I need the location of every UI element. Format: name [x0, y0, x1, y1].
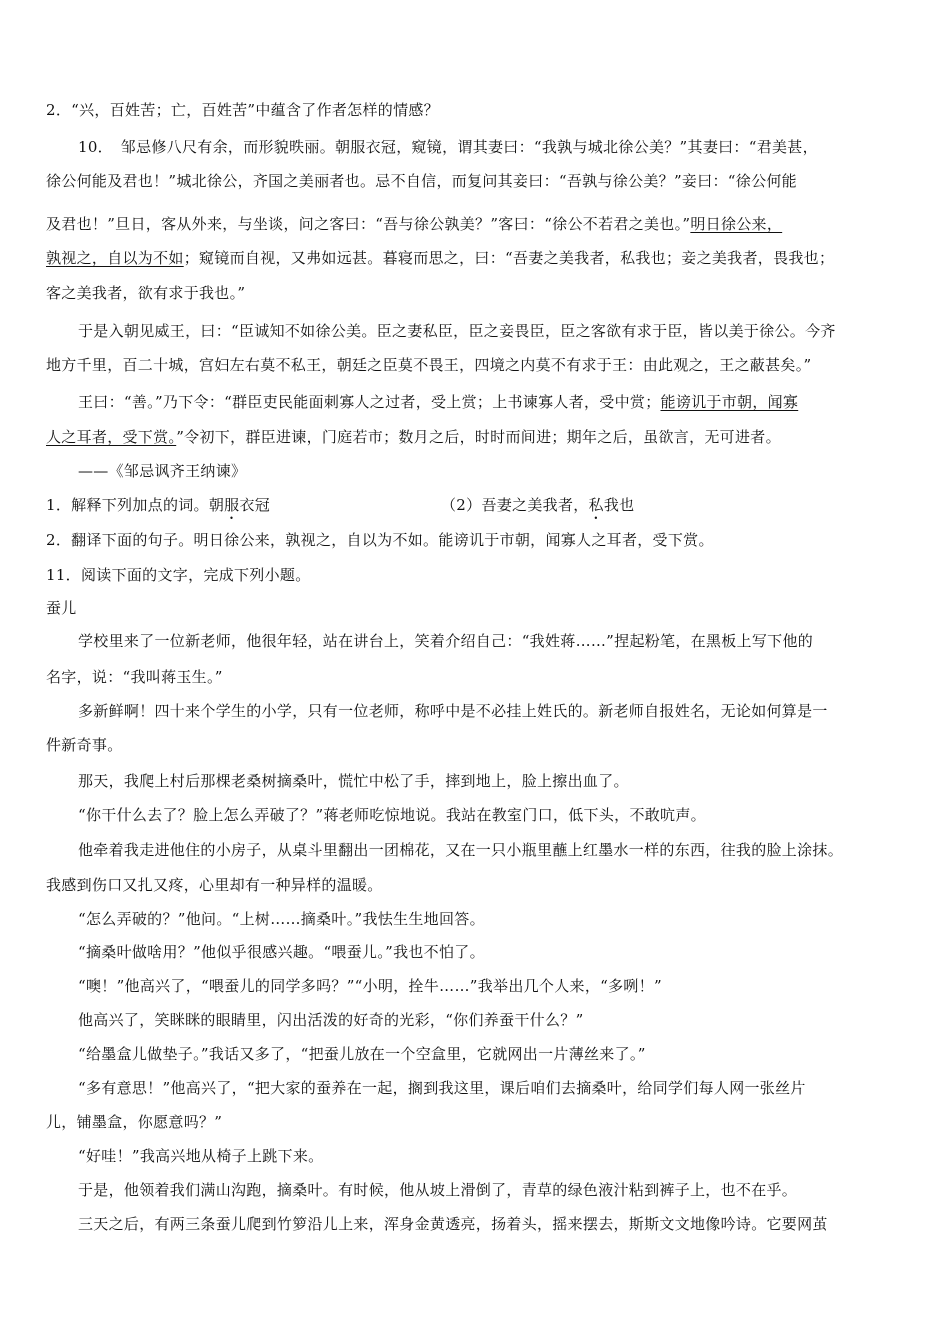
story-line: “多有意思！”他高兴了，“把大家的蚕养在一起，搁到我这里，课后咱们去摘桑叶，给同学们每人网一张丝片	[78, 1079, 806, 1097]
underlined-sentence: 孰视之，自以为不如	[46, 249, 184, 267]
passage-10-line: 客之美我者，欲有求于我也。”	[46, 284, 246, 302]
story-line: “噢！”他高兴了，“喂蚕儿的同学多吗？”“小明，拴牛……”我举出几个人来，“多咧！”	[78, 977, 662, 995]
story-line: “怎么弄破的？”他问。“上树……摘桑叶。”我怯生生地回答。	[78, 910, 485, 928]
passage-10-line	[46, 427, 781, 447]
plain-text: 王曰：“善。”乃下令：“群臣吏民能面刺寡人之过者，受上赏；上书谏寡人者，受中赏；	[78, 393, 661, 411]
story-line: 儿，铺墨盒，你愿意吗？”	[46, 1113, 223, 1131]
underlined-sentence: 明日徐公来，	[690, 215, 783, 233]
story-line: 那天，我爬上村后那棵老桑树摘桑叶，慌忙中松了手，摔到地上，脸上擦出血了。	[78, 772, 629, 790]
passage-10-line: 于是入朝见威王，曰：“臣诚知不如徐公美。臣之妻私臣，臣之妾畏臣，臣之客欲有求于臣，皆以美于徐公。今齐	[78, 322, 836, 340]
question-10-1	[46, 495, 270, 523]
story-line: 件新奇事。	[46, 736, 123, 754]
underlined-sentence: 人之耳者，受下赏。	[46, 428, 177, 446]
passage-10-line: 地方千里，百二十城，宫妇左右莫不私王，朝廷之臣莫不畏王，四境之内莫不有求于王：由此观之，王之蔽甚矣。”	[46, 356, 812, 374]
story-line: 三天之后，有两三条蚕儿爬到竹箩沿儿上来，浑身金黄透亮，扬着头，摇来摆去，斯斯文文地像吟诗。它要网茧	[78, 1215, 828, 1233]
question-2-emotion: 2．“兴，百姓苦；亡，百姓苦”中蕴含了作者怎样的情感？	[46, 101, 439, 119]
plain-text: 衣冠	[239, 496, 271, 514]
story-line: “摘桑叶做啥用？”他似乎很感兴趣。“喂蚕儿。”我也不怕了。	[78, 943, 485, 961]
question-10-2: 2．翻译下面的句子。明日徐公来，孰视之，自以为不如。能谤讥于市朝，闻寡人之耳者，受下赏。	[46, 531, 714, 549]
passage-10-line	[46, 214, 782, 234]
story-line: 学校里来了一位新老师，他很年轻，站在讲台上，笑着介绍自己：“我姓蒋……”捏起粉笔，在黑板上写下他的	[78, 632, 814, 650]
story-line: “好哇！”我高兴地从椅子上跳下来。	[78, 1147, 324, 1165]
story-line: “你干什么去了？脸上怎么弄破了？”蒋老师吃惊地说。我站在教室门口，低下头，不敢吭声。	[78, 806, 706, 824]
question-10-1-part-2	[441, 495, 634, 523]
story-title: 蚕儿	[46, 599, 77, 617]
underlined-sentence: 能谤讥于市朝，闻寡	[660, 393, 799, 411]
plain-text: ”令初下，群臣进谏，门庭若市；数月之后，时时而间进；期年之后，虽欲言，无可进者。	[176, 428, 781, 446]
story-line: 他牵着我走进他住的小房子，从桌斗里翻出一团棉花，又在一只小瓶里蘸上红墨水一样的东西，往我的脸上涂抹。	[78, 841, 844, 859]
plain-text: 1．解释下列加点的词。朝	[46, 496, 225, 514]
story-line: 于是，他领着我们满山沟跑，摘桑叶。有时候，他从坡上滑倒了，青草的绿色液汁粘到裤子上，也不在乎。	[78, 1181, 798, 1199]
dotted-word: 私	[588, 496, 604, 514]
plain-text: （2）吾妻之美我者，	[441, 496, 589, 514]
story-line: “给墨盒儿做垫子。”我话又多了，“把蚕儿放在一个空盒里，它就网出一片薄丝来了。”	[78, 1045, 646, 1063]
story-line: 名字，说：“我叫蒋玉生。”	[46, 668, 223, 686]
passage-10-line	[78, 392, 798, 412]
passage-10-line: 徐公何能及君也！”城北徐公，齐国之美丽者也。忌不自信，而复问其妾曰：“吾孰与徐公美？”妾曰：“徐公何能	[46, 172, 797, 190]
story-line: 他高兴了，笑眯眯的眼睛里，闪出活泼的好奇的光彩，“你们养蚕干什么？”	[78, 1011, 584, 1029]
question-11-prompt: 11．阅读下面的文字，完成下列小题。	[46, 566, 311, 584]
dotted-word: 服	[224, 496, 240, 514]
passage-source: ——《邹忌讽齐王纳谏》	[78, 462, 247, 480]
plain-text: ；窥镜而自视，又弗如远甚。暮寝而思之，曰：“吾妻之美我者，私我也；妾之美我者，畏我也；	[183, 249, 835, 267]
passage-10-line	[46, 248, 834, 268]
story-line: 我感到伤口又扎又疼，心里却有一种异样的温暖。	[46, 876, 383, 894]
story-line: 多新鲜啊！四十来个学生的小学，只有一位老师，称呼中是不必挂上姓氏的。新老师自报姓名，无论如何算是一	[78, 702, 828, 720]
plain-text: 我也	[603, 496, 635, 514]
passage-10-line: 10． 邹忌修八尺有余，而形貌昳丽。朝服衣冠，窥镜，谓其妻曰：“我孰与城北徐公美？”其妻曰：“君美甚，	[78, 138, 818, 156]
plain-text: 及君也！”旦日，客从外来，与坐谈，问之客曰：“吾与徐公孰美？”客曰：“徐公不若君之美也。”	[46, 215, 691, 233]
